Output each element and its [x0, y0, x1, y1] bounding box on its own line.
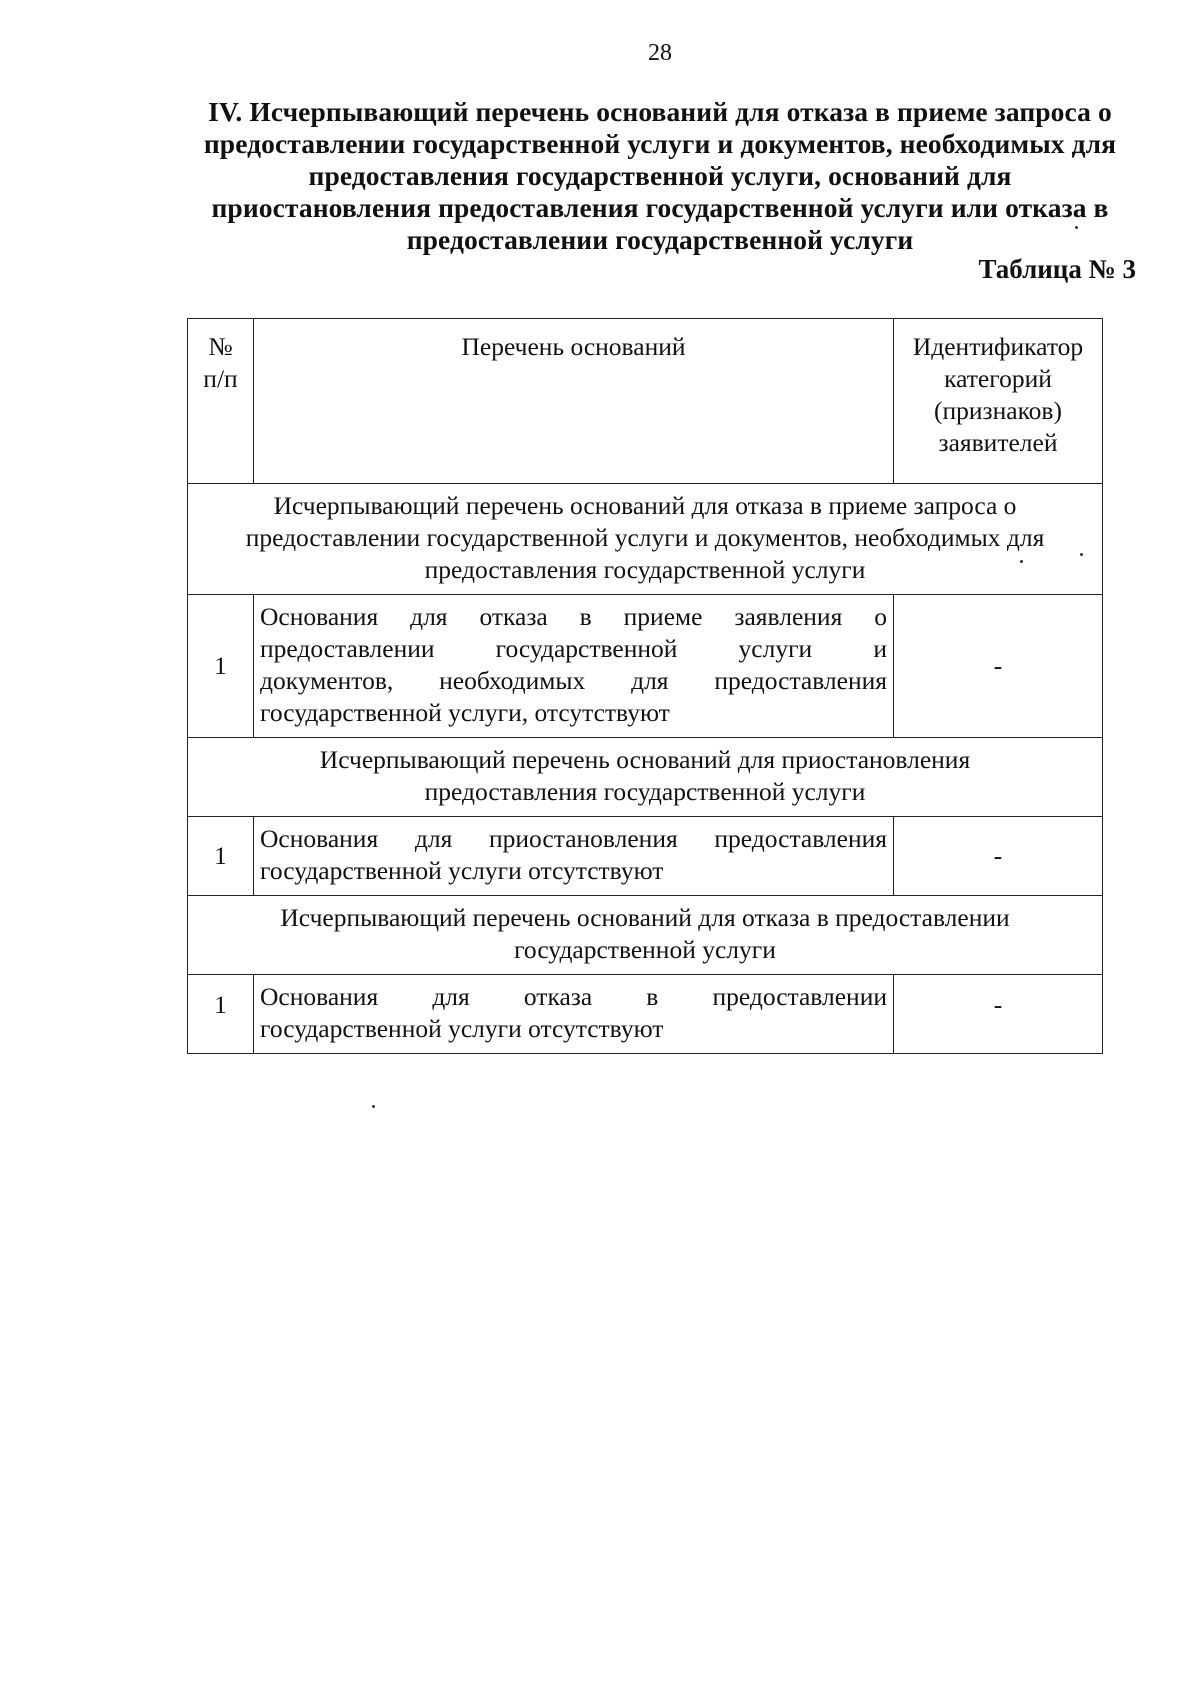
row-text-cell — [254, 975, 894, 1054]
heading-line: предоставлении государственной услуги и документов, необходимых для — [203, 128, 1117, 159]
page-number: 28 — [648, 40, 672, 66]
section-title-line: Исчерпывающий перечень оснований для отказа в предоставлении — [280, 903, 1010, 932]
scan-speck — [1080, 553, 1083, 556]
header-text-cell — [254, 319, 894, 484]
header-text-label: Перечень оснований — [461, 332, 686, 361]
header-num-label: п/п — [203, 364, 238, 393]
section-title-row — [188, 484, 1103, 595]
scan-speck — [1075, 226, 1078, 229]
header-num-cell — [188, 319, 254, 484]
table-row — [188, 817, 1103, 896]
row-text-line: Основания для отказа в предоставлении — [260, 982, 887, 1011]
row-text-cell — [254, 595, 894, 738]
header-id-cell — [894, 319, 1103, 484]
row-id-cell: - — [894, 595, 1103, 738]
heading-line: приостановления предоставления государственной услуги или отказа в — [211, 192, 1109, 223]
row-num-cell: 1 — [188, 817, 254, 896]
row-num-cell: 1 — [188, 975, 254, 1054]
row-text-line: документов, необходимых для предоставления — [260, 666, 887, 695]
row-text-line: Основания для отказа в приеме заявления о — [260, 602, 887, 631]
row-text-line: государственной услуги отсутствуют — [260, 1014, 664, 1043]
row-num-cell: 1 — [188, 595, 254, 738]
table-row — [188, 975, 1103, 1054]
header-num-label: № — [208, 332, 233, 361]
header-id-label: (признаков) — [934, 396, 1062, 425]
table-label: Таблица № 3 — [978, 254, 1136, 284]
table-row — [188, 595, 1103, 738]
section-title-line: предоставления государственной услуги — [424, 777, 866, 806]
row-text-line: предоставлении государственной услуги и — [260, 634, 887, 663]
section-title-row — [188, 896, 1103, 975]
row-id-cell: - — [894, 817, 1103, 896]
section-heading — [180, 96, 1140, 256]
row-text-line: Основания для приостановления предоставления — [260, 824, 887, 853]
section-title-row — [188, 738, 1103, 817]
section-title-cell — [188, 738, 1103, 817]
header-id-label: заявителей — [938, 428, 1058, 457]
grounds-table — [187, 318, 1103, 1054]
row-id-cell: - — [894, 975, 1103, 1054]
table-header-row — [188, 319, 1103, 484]
section-title-line: государственной услуги — [514, 935, 776, 964]
section-title-cell — [188, 896, 1103, 975]
scan-speck — [1020, 560, 1023, 563]
row-text-line: государственной услуги, отсутствуют — [260, 698, 670, 727]
section-title-line: предоставлении государственной услуги и документов, необходимых для — [245, 523, 1045, 552]
header-id-label: Идентификатор — [912, 332, 1084, 361]
section-title-line: Исчерпывающий перечень оснований для приостановления — [319, 745, 971, 774]
header-id-label: категорий — [944, 364, 1052, 393]
section-title-cell — [188, 484, 1103, 595]
section-title-line: Исчерпывающий перечень оснований для отказа в приеме запроса о — [273, 491, 1017, 520]
section-title-line: предоставления государственной услуги — [424, 555, 866, 584]
heading-line: IV. Исчерпывающий перечень оснований для отказа в приеме запроса о — [208, 96, 1112, 127]
row-text-cell — [254, 817, 894, 896]
heading-line: предоставления государственной услуги, оснований для — [308, 160, 1012, 191]
heading-line: предоставлении государственной услуги — [406, 224, 914, 255]
scan-speck — [372, 1105, 375, 1108]
row-text-line: государственной услуги отсутствуют — [260, 856, 664, 885]
